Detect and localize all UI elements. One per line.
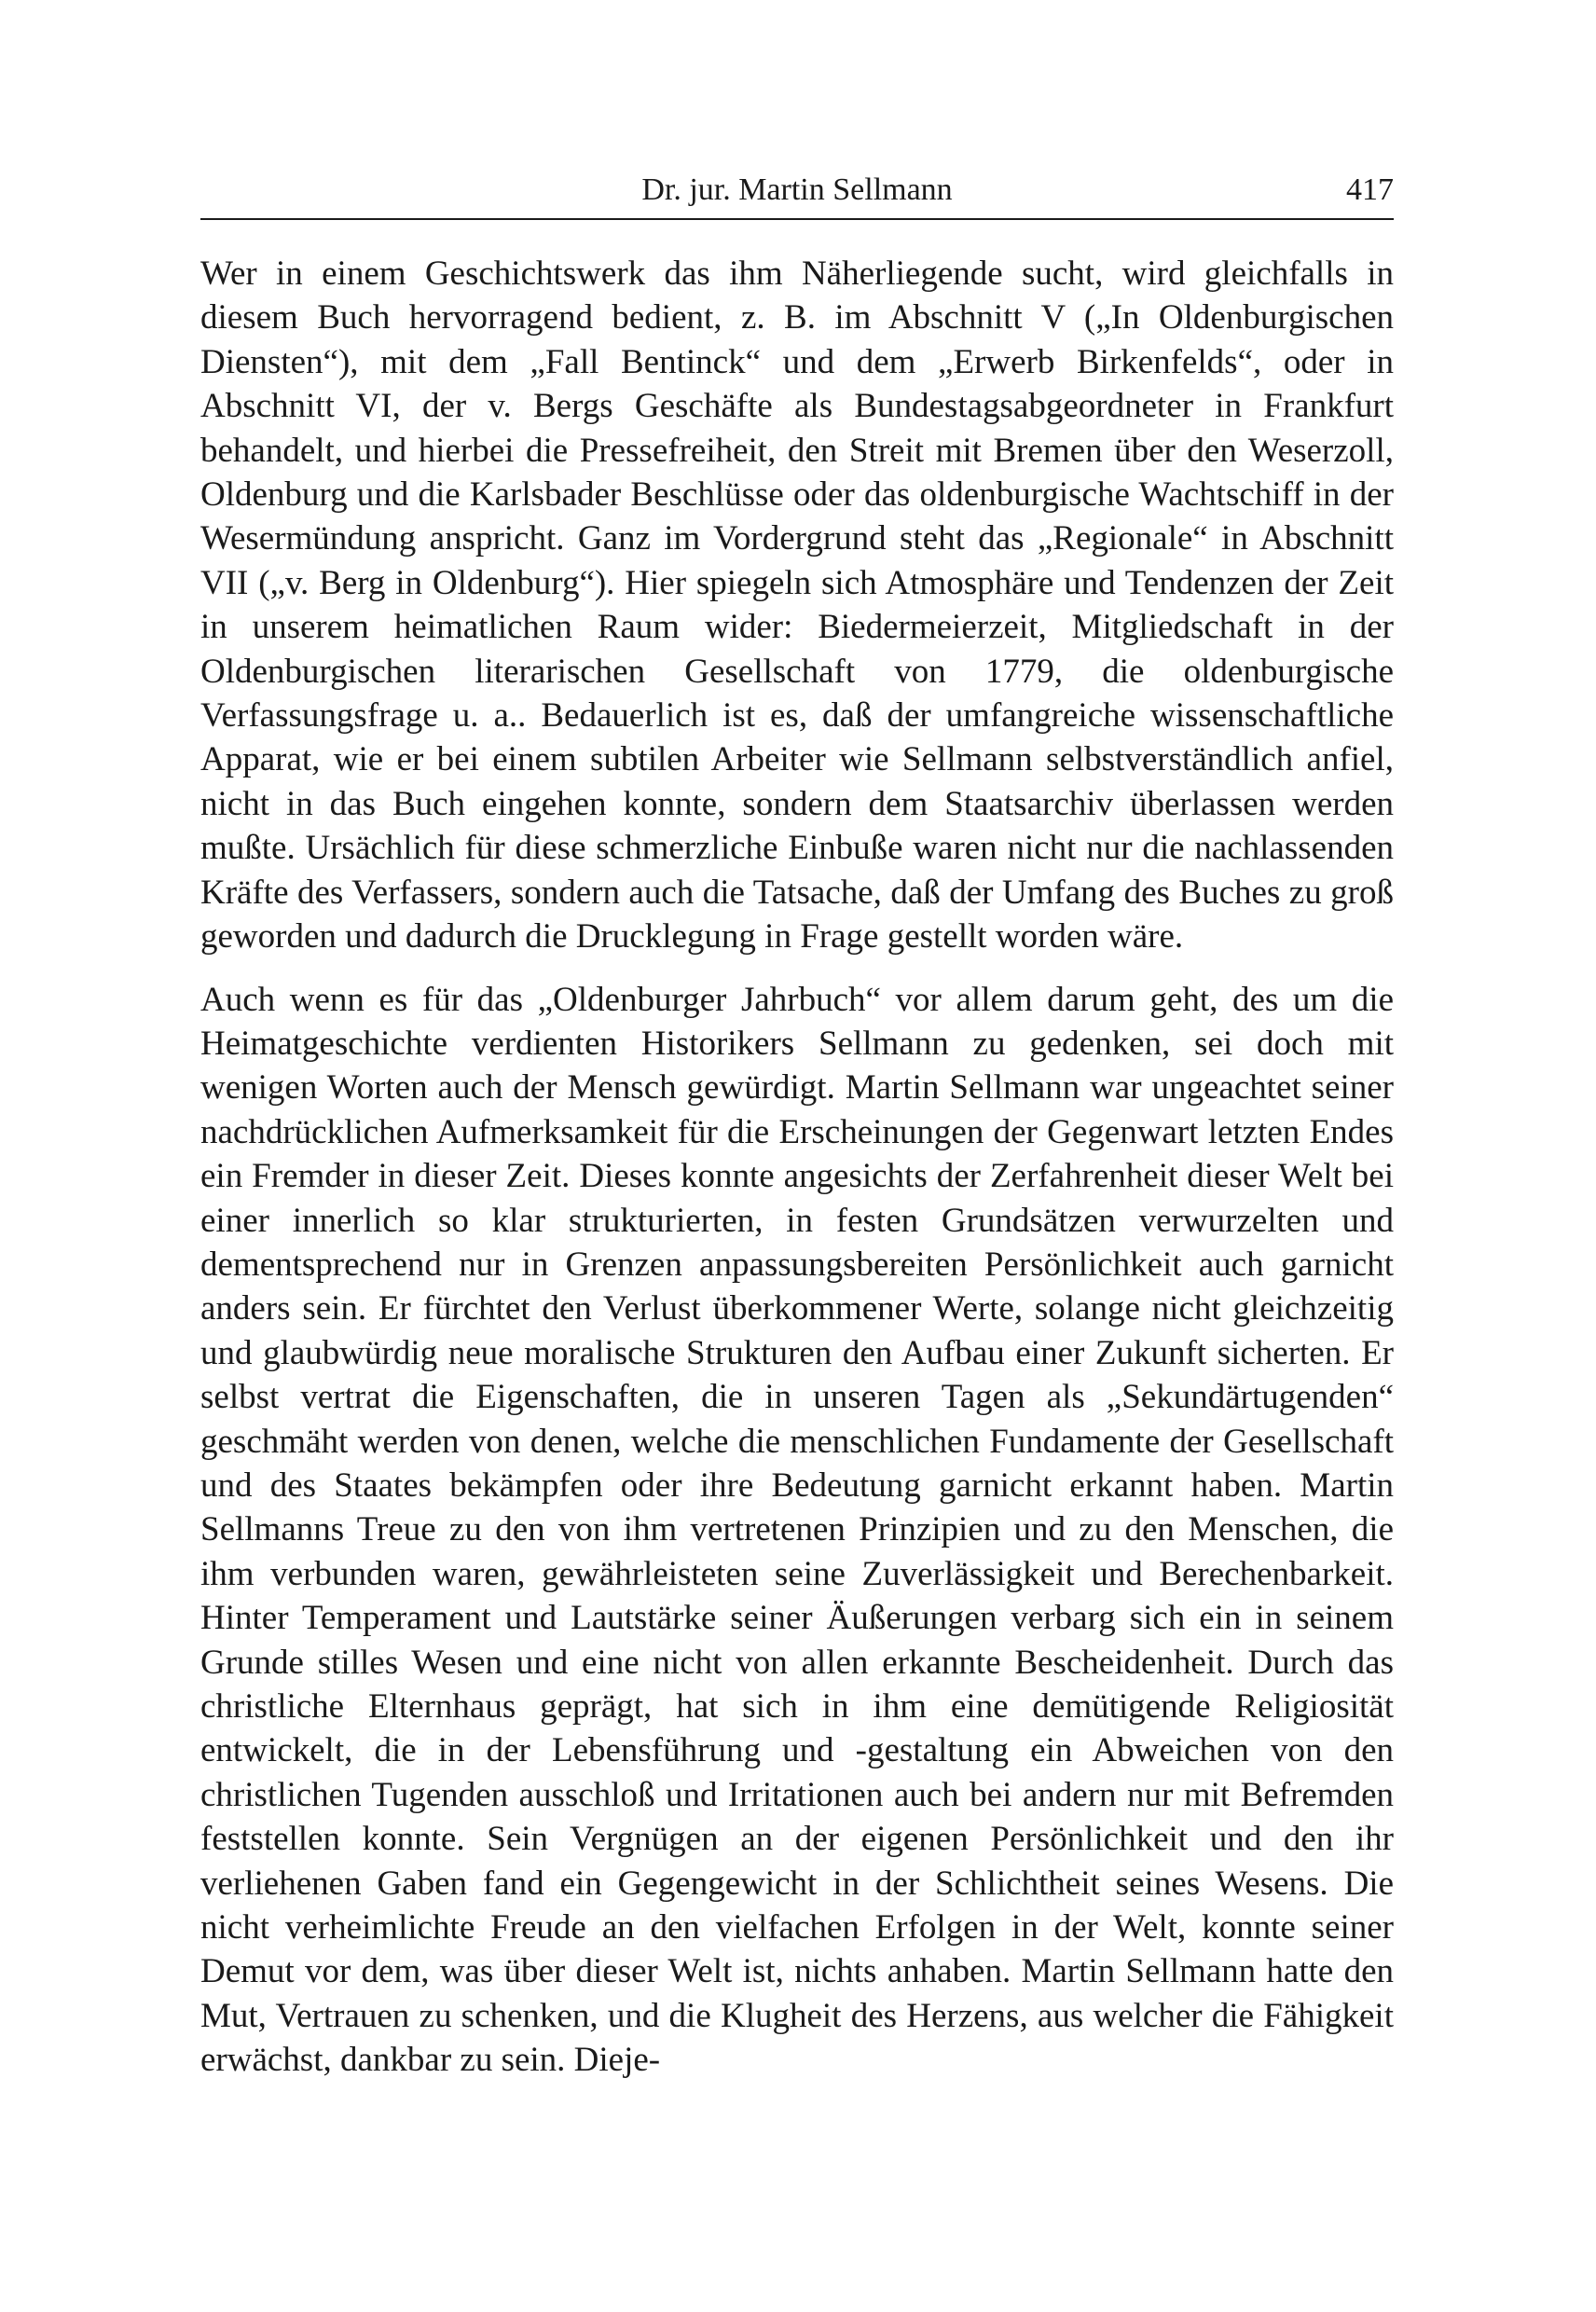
running-head xyxy=(200,168,1394,213)
document-page xyxy=(200,168,1394,2083)
paragraph: Auch wenn es für das „Oldenburger Jahrbuch“ vor allem darum geht, des um die Heimatgeschichte verdienten Historikers Sellmann zu gedenken, sei doch mit wenigen Worten auch der Mensch gewürdigt. Martin Sellmann war ungeachtet seiner nachdrücklichen Aufmerksamkeit für die Erscheinungen der Gegenwart letzten Endes ein Fremder in dieser Zeit. Dieses konnte angesichts der Zerfahrenheit dieser Welt bei einer innerlich so klar strukturierten, in festen Grundsätzen verwurzelten und dementsprechend nur in Grenzen anpassungsbereiten Persönlichkeit auch garnicht anders sein. Er fürchtet den Verlust überkommener Werte, solange nicht gleichzeitig und glaubwürdig neue moralische Strukturen den Aufbau einer Zukunft sicherten. Er selbst vertrat die Eigenschaften, die in unseren Tagen als „Sekundärtugenden“ geschmäht werden von denen, welche die menschlichen Fundamente der Gesellschaft und des Staates bekämpfen oder ihre Bedeutung garnicht erkannt haben. Martin Sellmanns Treue zu den von ihm vertretenen Prinzipien und zu den Menschen, die ihm verbunden waren, gewährleisteten seine Zuverlässigkeit und Berechenbarkeit. Hinter Temperament und Lautstärke seiner Äußerungen verbarg sich ein in seinem Grunde stilles Wesen und eine nicht von allen erkannte Bescheidenheit. Durch das christliche Elternhaus geprägt, hat sich in ihm eine demütigende Religiosität entwickelt, die in der Lebensführung und -gestaltung ein Abweichen von den christlichen Tugenden ausschloß und Irritationen auch bei andern nur mit Befremden feststellen konnte. Sein Vergnügen an der eigenen Persönlichkeit und den ihr verliehenen Gaben fand ein Gegengewicht in der Schlichtheit seines Wesens. Die nicht verheimlichte Freude an den vielfachen Erfolgen in der Welt, konnte seiner Demut vor dem, was über dieser Welt ist, nichts anhaben. Martin Sellmann hatte den Mut, Vertrauen zu schenken, und die Klugheit des Herzens, aus welcher die Fähigkeit erwächst, dankbar zu sein. Dieje- xyxy=(200,980,1394,2080)
paragraph: Wer in einem Geschichtswerk das ihm Näherliegende sucht, wird gleichfalls in diesem Buch hervorragend bedient, z. B. im Abschnitt V („In Oldenburgischen Diensten“), mit dem „Fall Bentinck“ und dem „Erwerb Birkenfelds“, oder in Abschnitt VI, der v. Bergs Geschäfte als Bundestagsabgeordneter in Frankfurt behandelt, und hierbei die Pressefreiheit, den Streit mit Bremen über den Weserzoll, Oldenburg und die Karlsbader Beschlüsse oder das oldenburgische Wachtschiff in der Wesermündung anspricht. Ganz im Vordergrund steht das „Regionale“ in Abschnitt VII („v. Berg in Oldenburg“). Hier spiegeln sich Atmosphäre und Tendenzen der Zeit in unserem heimatlichen Raum wider: Biedermeierzeit, Mitgliedschaft in der Oldenburgischen literarischen Gesellschaft von 1779, die oldenburgische Verfassungsfrage u. a.. Bedauerlich ist es, daß der umfangreiche wissenschaftliche Apparat, wie er bei einem subtilen Arbeiter wie Sellmann selbstverständlich anfiel, nicht in das Buch eingehen konnte, sondern dem Staatsarchiv überlassen werden mußte. Ursächlich für diese schmerzliche Einbuße waren nicht nur die nachlassenden Kräfte des Verfassers, sondern auch die Tatsache, daß der Umfang des Buches zu groß geworden und dadurch die Drucklegung in Frage gestellt worden wäre. xyxy=(200,255,1394,956)
body-text xyxy=(200,252,1394,2083)
header-rule xyxy=(200,218,1394,220)
page-number: 417 xyxy=(1346,172,1394,207)
running-title: Dr. jur. Martin Sellmann xyxy=(641,172,953,207)
